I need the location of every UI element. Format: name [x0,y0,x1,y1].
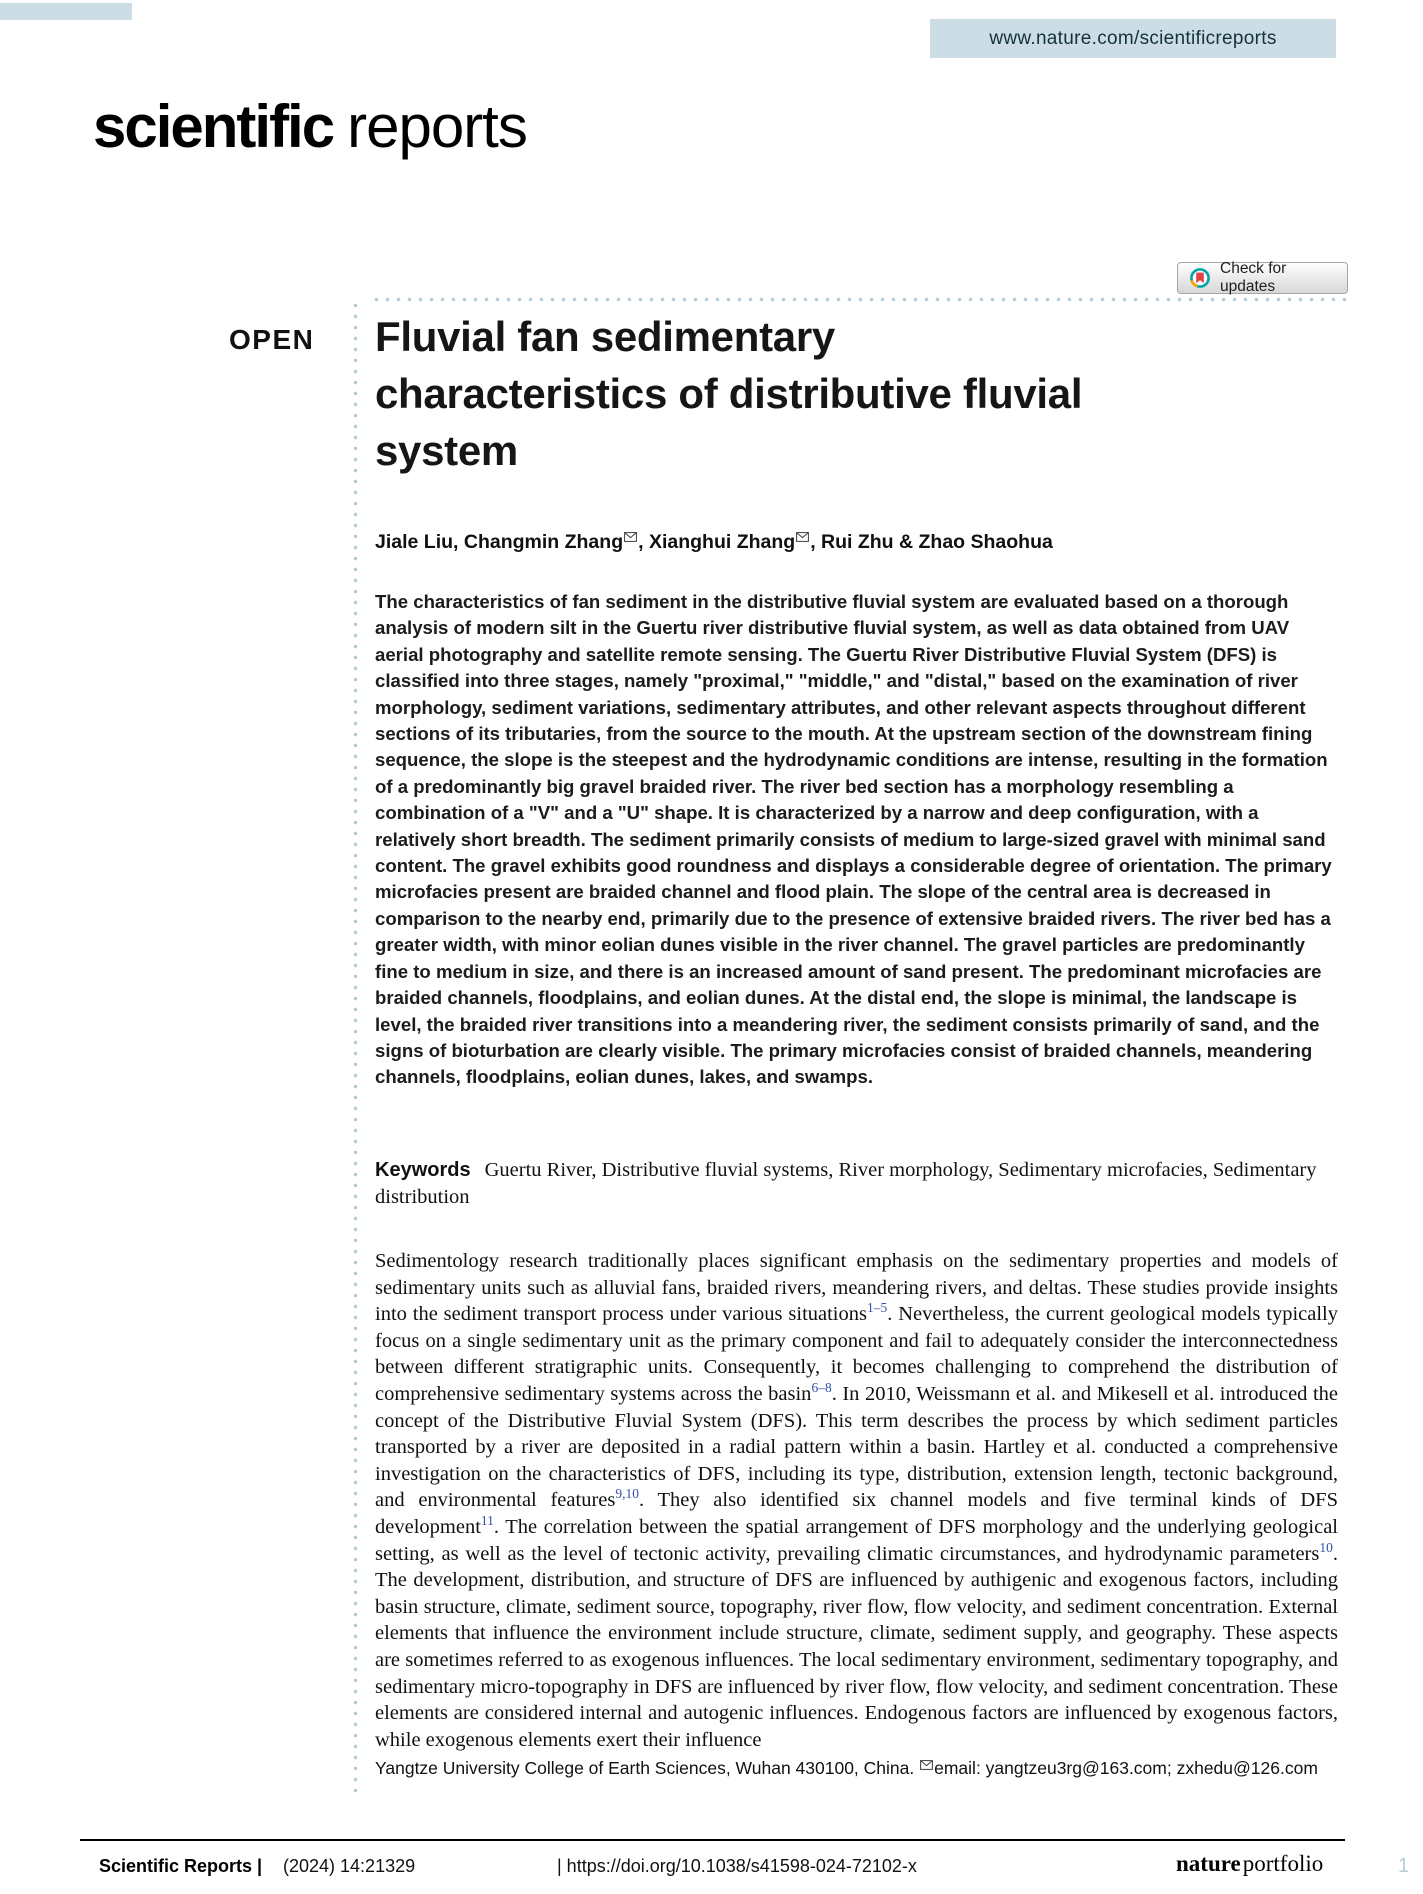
crossmark-icon [1189,267,1211,289]
footer-rule [80,1839,1345,1841]
footer-citation: (2024) 14:21329 [283,1856,416,1876]
check-for-updates-button[interactable] [1177,262,1348,294]
envelope-icon [624,532,637,542]
citation-superscript[interactable]: 1–5 [866,1300,888,1316]
title-line-2: characteristics of distributive fluvial [375,370,1083,417]
title-line-3: system [375,427,518,474]
journal-logo [93,92,527,161]
footer-doi-link[interactable]: | https://doi.org/10.1038/s41598-024-72102-x [557,1856,917,1876]
brand-word-portfolio: portfolio [1242,1851,1324,1876]
author-group: Jiale Liu, Changmin Zhang [375,531,624,553]
envelope-icon [796,532,809,542]
envelope-icon [920,1760,933,1770]
author-group: , Rui Zhu & Zhao Shaohua [810,531,1053,553]
affiliation-email: email: yangtzeu3rg@163.com; zxhedu@126.com [934,1758,1318,1778]
logo-word-scientific: scientific [93,93,334,160]
citation-superscript[interactable]: 6–8 [811,1380,832,1396]
intro-text-segment: . The correlation between the spatial arrangement of DFS morphology and the underlying geological setting, as well as the level of tectonic activity, prevailing climatic circumstances, and hydrodynamic parameters [375,1515,1338,1565]
check-for-updates-label: Check for updates [1220,260,1287,295]
page-number: 1 [1398,1855,1410,1877]
dotted-divider-horizontal [371,297,1352,302]
intro-paragraph [375,1248,1338,1753]
top-left-accent-bar [0,3,132,20]
intro-text-segment: . They also identified six channel models and five terminal kinds of DFS development [375,1489,1338,1538]
journal-url: www.nature.com/scientificreports [989,27,1277,49]
intro-text-segment: . The development, distribution, and structure of DFS are influenced by authigenic and exogenous factors, including basin structure, climate, sediment source, topography, river flow, flow velocity, and sediment concentration. External elements that influence the environment include structure, climate, sediment supply, and geography. These aspects are sometimes referred to as exogenous influences. The local sedimentary environment, sedimentary topography, and sedimentary micro-topography in DFS are influenced by river flow, flow velocity, and sediment concentration. These elements are considered internal and autogenic influences. Endogenous factors are influenced by exogenous factors, while exogenous elements exert their influence [375,1542,1338,1751]
keywords-line [375,1157,1360,1211]
affiliation-text: Yangtze University College of Earth Sciences, Wuhan 430100, China. [375,1758,915,1778]
author-group: , Xianghui Zhang [638,531,796,553]
citation-superscript[interactable]: 11 [480,1513,494,1529]
affiliation-note [375,1756,1340,1781]
abstract-text: The characteristics of fan sediment in the distributive fluvial system are evaluated based on a thorough analysis of modern silt in the Guertu river distributive fluvial system, as well as data obtained from UAV aerial photography and satellite remote sensing. The Guertu River Distributive Fluvial System (DFS) is classified into three stages, namely "proximal," "middle," and "distal," based on the examination of river morphology, sediment variations, sedimentary attributes, and other relevant aspects throughout different sections of its tributaries, from the source to the mouth. At the upstream section of the downstream fining sequence, the slope is the steepest and the hydrodynamic conditions are intense, resulting in the formation of a predominantly big gravel braided river. The river bed section has a morphology resembling a combination of a "V" and a "U" shape. It is characterized by a narrow and deep configuration, with a relatively short breadth. The sediment primarily consists of medium to large-sized gravel with minimal sand content. The gravel exhibits good roundness and displays a considerable degree of orientation. The primary microfacies present are braided channel and flood plain. The slope of the central area is decreased in comparison to the nearby end, primarily due to the presence of extensive braided rivers. The river bed has a greater width, with minor eolian dunes visible in the river channel. The gravel particles are predominantly fine to medium in size, and there is an increased amount of sand present. The predominant microfacies are braided channels, floodplains, and eolian dunes. At the distal end, the slope is minimal, the landscape is level, the braided river transitions into a meandering river, the sediment consists primarily of sand, and the signs of bioturbation are clearly visible. The primary microfacies consist of braided channels, meandering channels, floodplains, eolian dunes, lakes, and swamps. [375,591,1332,1088]
citation-superscript[interactable]: 9,10 [615,1486,639,1502]
article-title [375,308,1082,479]
author-list [375,531,1053,554]
logo-word-reports: reports [347,93,527,160]
intro-text-segment: . In 2010, Weissmann et al. and Mikesell et al. introduced the concept of the Distributive Fluvial System (DFS). This term describes the process by which sediment particles transported by a river are deposited in a radial pattern within a basin. Hartley et al. conducted a comprehensive investigation on the characteristics of DFS, including its type, distribution, extension length, tectonic background, and environmental features [375,1382,1339,1512]
keywords-label: Keywords [375,1159,471,1181]
journal-url-banner [930,19,1336,58]
keywords-text: Guertu River, Distributive fluvial systems, River morphology, Sedimentary microfacies, Sedimentary distribution [375,1159,1317,1208]
nature-portfolio-logo [1176,1851,1323,1877]
open-access-label: OPEN [229,324,315,355]
title-line-1: Fluvial fan sedimentary [375,313,835,360]
citation-superscript[interactable]: 10 [1319,1539,1333,1555]
brand-word-nature: nature [1176,1851,1241,1876]
footer-journal-name: Scientific Reports | [99,1856,263,1876]
intro-text-segment: . Nevertheless, the current geological models typically focus on a single sedimentary unit as the primary component and fail to adequately consider the interconnectedness between different stratigraphic units. Consequently, it becomes challenging to comprehend the distribution of comprehensive sedimentary systems across the basin [375,1303,1338,1405]
dotted-divider-vertical [353,300,358,1795]
intro-text-segment: Sedimentology research traditionally places significant emphasis on the sedimentary properties and models of sedimentary units such as alluvial fans, braided rivers, meandering rivers, and deltas. These studies provide insights into the sediment transport process under various situations [375,1250,1338,1326]
